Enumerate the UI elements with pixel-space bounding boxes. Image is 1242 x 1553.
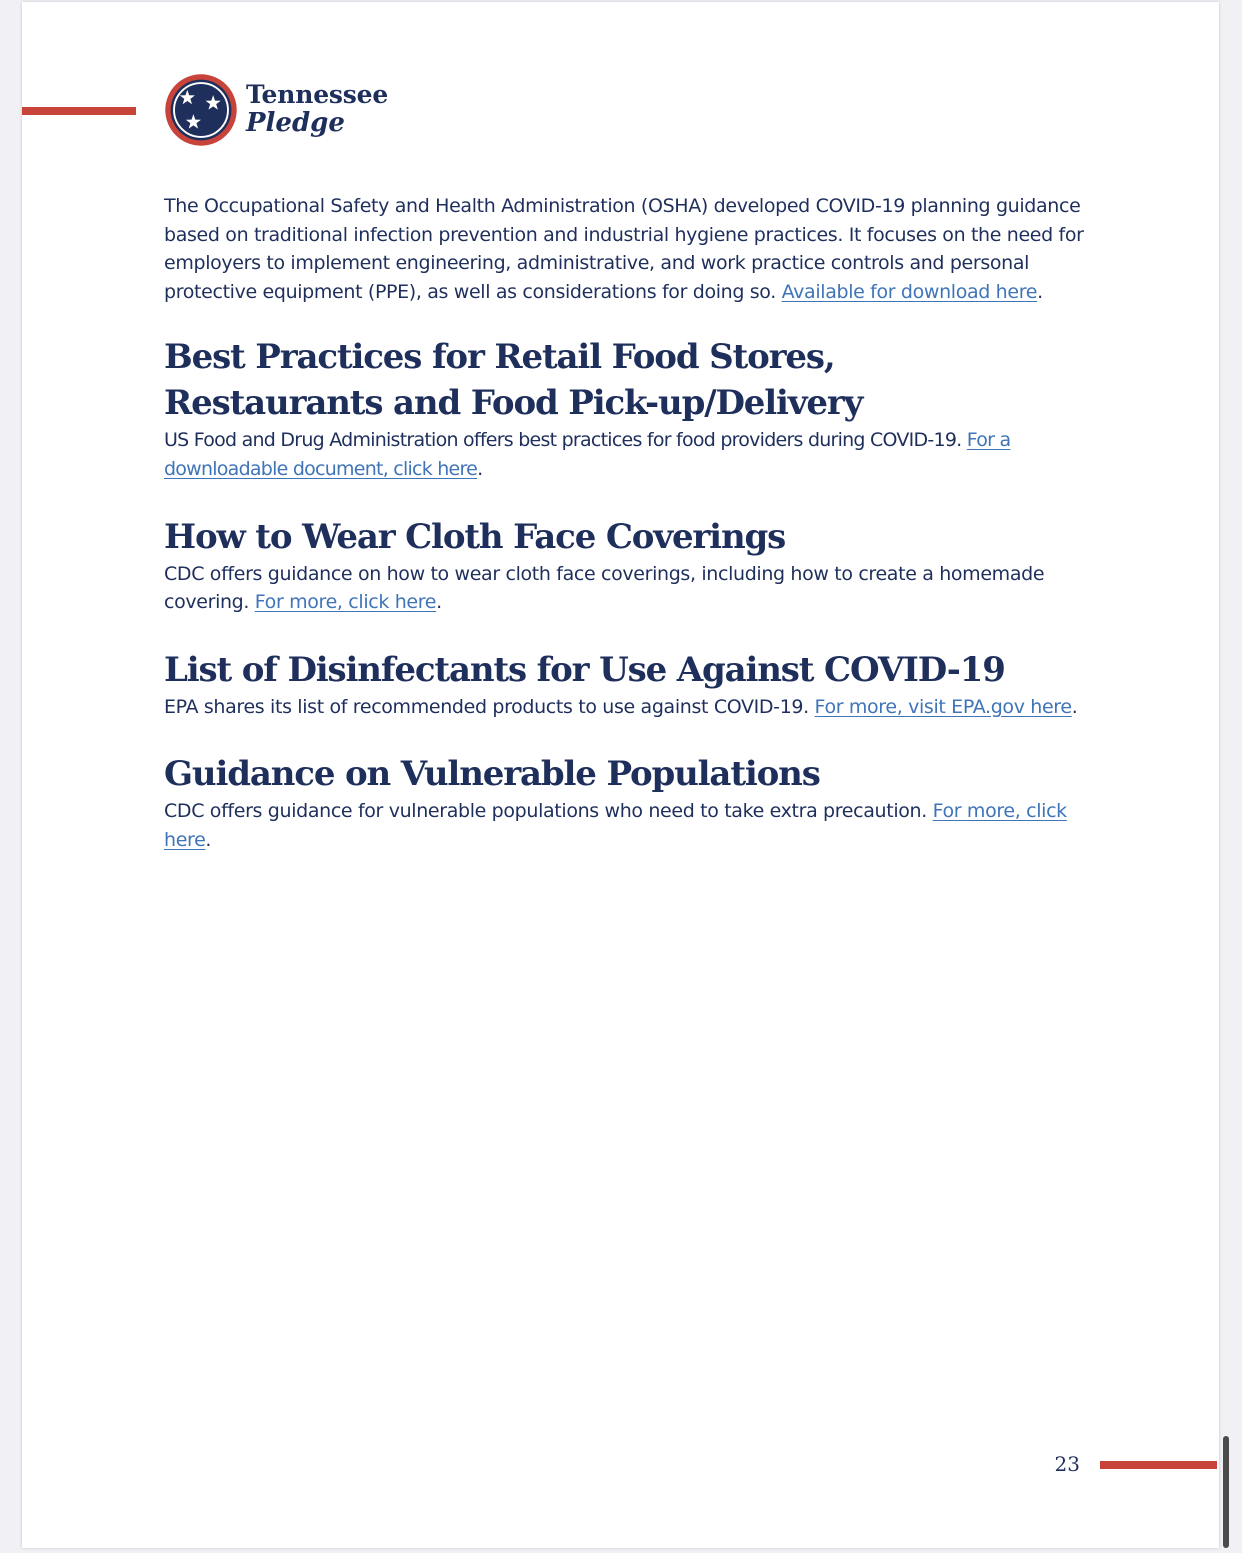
vulnerable-populations-link[interactable]: For more, click here — [164, 800, 1067, 851]
food-stores-heading-line2: Restaurants and Food Pick-up/Delivery — [164, 383, 863, 424]
tennessee-pledge-logo — [163, 72, 403, 150]
food-stores-paragraph — [164, 426, 1089, 483]
epa-gov-link[interactable]: For more, visit EPA.gov here — [814, 695, 1072, 718]
footer-accent-bar — [1100, 1461, 1217, 1469]
disinfectants-period: . — [1071, 695, 1078, 718]
vulnerable-populations-text: CDC offers guidance for vulnerable populations who need to take extra precaution. — [164, 800, 933, 823]
food-stores-heading-line1: Best Practices for Retail Food Stores, — [164, 337, 835, 378]
food-stores-heading — [164, 334, 1089, 426]
osha-intro-period: . — [1037, 280, 1043, 303]
food-stores-document-link[interactable]: For a downloadable document, click here — [164, 429, 1011, 480]
vulnerable-populations-period: . — [205, 828, 212, 851]
face-coverings-link[interactable]: For more, click here — [254, 591, 437, 614]
tri-star-icon — [163, 72, 239, 148]
vertical-scrollbar[interactable] — [1223, 1436, 1229, 1548]
vulnerable-populations-heading: Guidance on Vulnerable Populations — [164, 754, 820, 795]
page-number: 23 — [1054, 1452, 1080, 1476]
face-coverings-paragraph — [164, 560, 1089, 617]
disinfectants-heading: List of Disinfectants for Use Against COVID-19 — [164, 649, 1005, 690]
food-stores-text: US Food and Drug Administration offers best practices for food providers during COVID-19. — [164, 429, 967, 452]
vulnerable-populations-paragraph — [164, 797, 1089, 854]
page-content — [164, 192, 1089, 855]
osha-intro-paragraph — [164, 192, 1089, 306]
logo-title-pledge: Pledge — [246, 108, 345, 138]
face-coverings-heading: How to Wear Cloth Face Coverings — [164, 516, 786, 557]
disinfectants-text: EPA shares its list of recommended products to use against COVID-19. — [164, 695, 815, 718]
osha-download-link[interactable]: Available for download here — [781, 280, 1038, 303]
disinfectants-paragraph — [164, 693, 1089, 722]
osha-intro-text: The Occupational Safety and Health Administration (OSHA) developed COVID-19 planning guidance based on traditional infection prevention and industrial hygiene practices. It focuses on the need for employers to implement engineering, administrative, and work practice controls and personal protective equipment (PPE), as well as considerations for doing so. — [164, 195, 1084, 303]
food-stores-period: . — [477, 457, 483, 480]
face-coverings-text: CDC offers guidance on how to wear cloth face coverings, including how to create a homemade covering. — [164, 562, 1045, 614]
logo-title-tennessee: Tennessee — [246, 80, 389, 109]
header-accent-bar — [22, 107, 136, 115]
face-coverings-period: . — [436, 591, 442, 614]
